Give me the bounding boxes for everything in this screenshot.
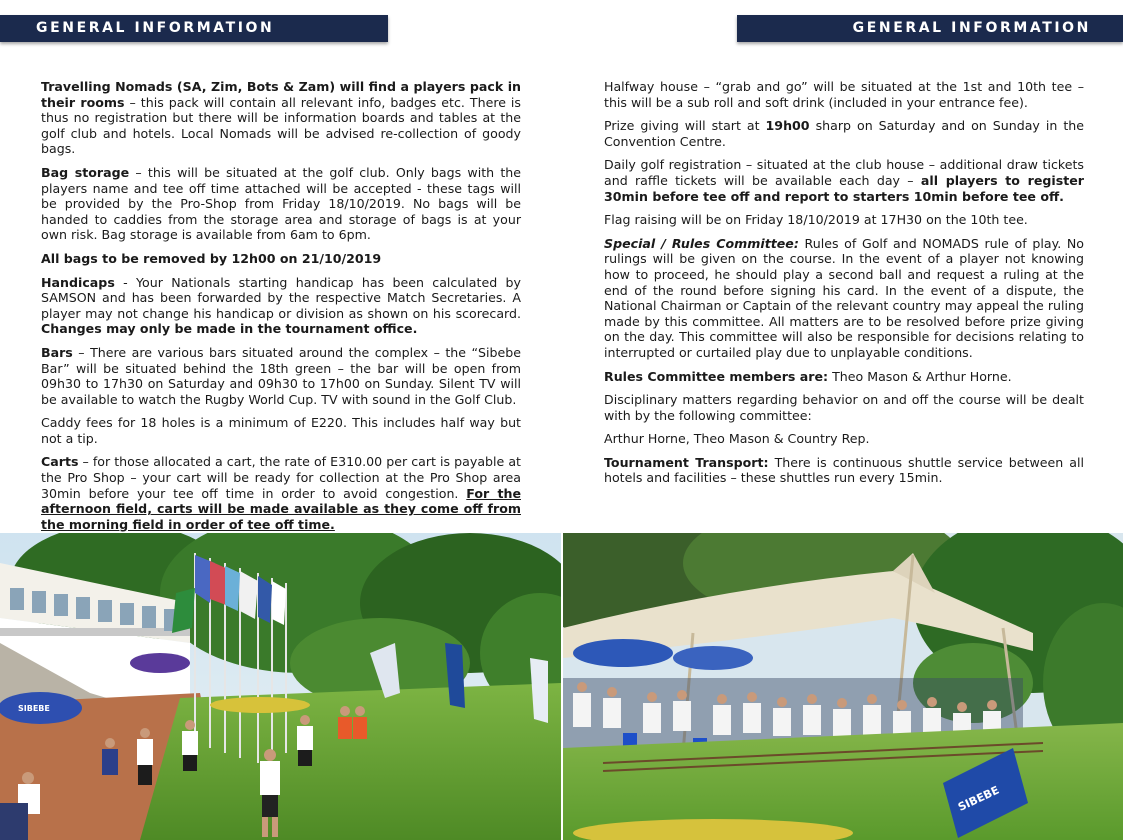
disciplinary-paragraph: Disciplinary matters regarding behavior on and off the course will be dealt with by the following committee: (604, 392, 1084, 423)
left-text-column (41, 79, 521, 540)
committee-members-paragraph: Rules Committee members are: Theo Mason & Arthur Horne. (604, 368, 1012, 384)
caddy-fees-paragraph: Caddy fees for 18 holes is a minimum of E220. This includes half way but not a tip. (41, 415, 521, 446)
clubhouse-golfers-photo (0, 533, 561, 840)
bag-storage-paragraph: Bag storage – this will be situated at the golf club. Only bags with the players name and tee off time attached will be accepted - these tags will be provided by the Pro-Shop from Friday 18/10/2019. No bags will be handed to caddies from the storage area and storage of bags is at your own risk. Bag storage is available from 6am to 6pm. (41, 164, 522, 243)
section-header-left: GENERAL INFORMATION (0, 15, 388, 42)
tent-crowd-photo (563, 533, 1123, 840)
sibebe-banner-text: SIBEBE (956, 783, 1002, 814)
rules-committee-paragraph: Special / Rules Committee: Rules of Golf and NOMADS rule of play. No rulings will be given on the course. In the event of a player not knowing how to proceed, he should play a second ball and request a ruling at the end of the round before signing his card. In the event of a dispute, the National Chairman or Captain of the relevant country may appeal the ruling made by this committee. All matters are to be resolved before prize giving on the day. This committee will also be responsible for decisions relating to interrupted or curtailed play due to unplayable conditions. (604, 235, 1085, 360)
disciplinary-members-paragraph: Arthur Horne, Theo Mason & Country Rep. (604, 431, 870, 447)
prize-giving-paragraph: Prize giving will start at 19h00 sharp on Saturday and on Sunday in the Convention Centre. (604, 118, 1084, 149)
right-text-column (604, 79, 1084, 494)
bags-removal-notice: All bags to be removed by 12h00 on 21/10/2019 (41, 250, 382, 266)
halfway-house-paragraph: Halfway house – “grab and go” will be situated at the 1st and 10th tee – this will be a sub roll and soft drink (included in your entrance fee). (604, 79, 1084, 110)
umbrella-brand-text: SIBEBE (18, 704, 50, 713)
flag-raising-paragraph: Flag raising will be on Friday 18/10/2019 at 17H30 on the 10th tee. (604, 212, 1028, 228)
carts-paragraph: Carts – for those allocated a cart, the rate of E310.00 per cart is payable at the Pro Shop – your cart will be ready for collection at the Pro Shop area 30min before your tee off time in order to avoid congestion. For the afternoon field, carts will be made available as they come off from the morning field in order of tee off time. (41, 454, 521, 532)
transport-paragraph: Tournament Transport: There is continuous shuttle service between all hotels and facilities – these shuttles run every 15min. (604, 454, 1084, 486)
registration-paragraph: Daily golf registration – situated at the club house – additional draw tickets and raffle tickets will be available each day – all players to register 30min before tee off and report to starters 10min before tee off. (604, 157, 1084, 204)
bars-paragraph: Bars – There are various bars situated around the complex – the “Sibebe Bar” will be situated behind the 18th green – the bar will be open from 09h30 to 17h30 on Saturday and 09h30 to 17h00 on Sunday. Silent TV will be available to watch the Rugby World Cup. TV with sound in the Golf Club. (41, 344, 521, 407)
handicaps-paragraph: Handicaps - Your Nationals starting handicap has been calculated by SAMSON and has been forwarded by the respective Match Secretaries. A player may not change his handicap or division as shown on his scorecard. Changes may only be made in the tournament office. (41, 274, 521, 337)
players-pack-paragraph: Travelling Nomads (SA, Zim, Bots & Zam) will find a players pack in their rooms – this pack will contain all relevant info, badges etc. There is thus no registration but there will be information boards and tables at the golf club and hotels. Local Nomads will be advised re-collection of goody bags. (41, 79, 521, 157)
section-header-right: GENERAL INFORMATION (737, 15, 1123, 42)
